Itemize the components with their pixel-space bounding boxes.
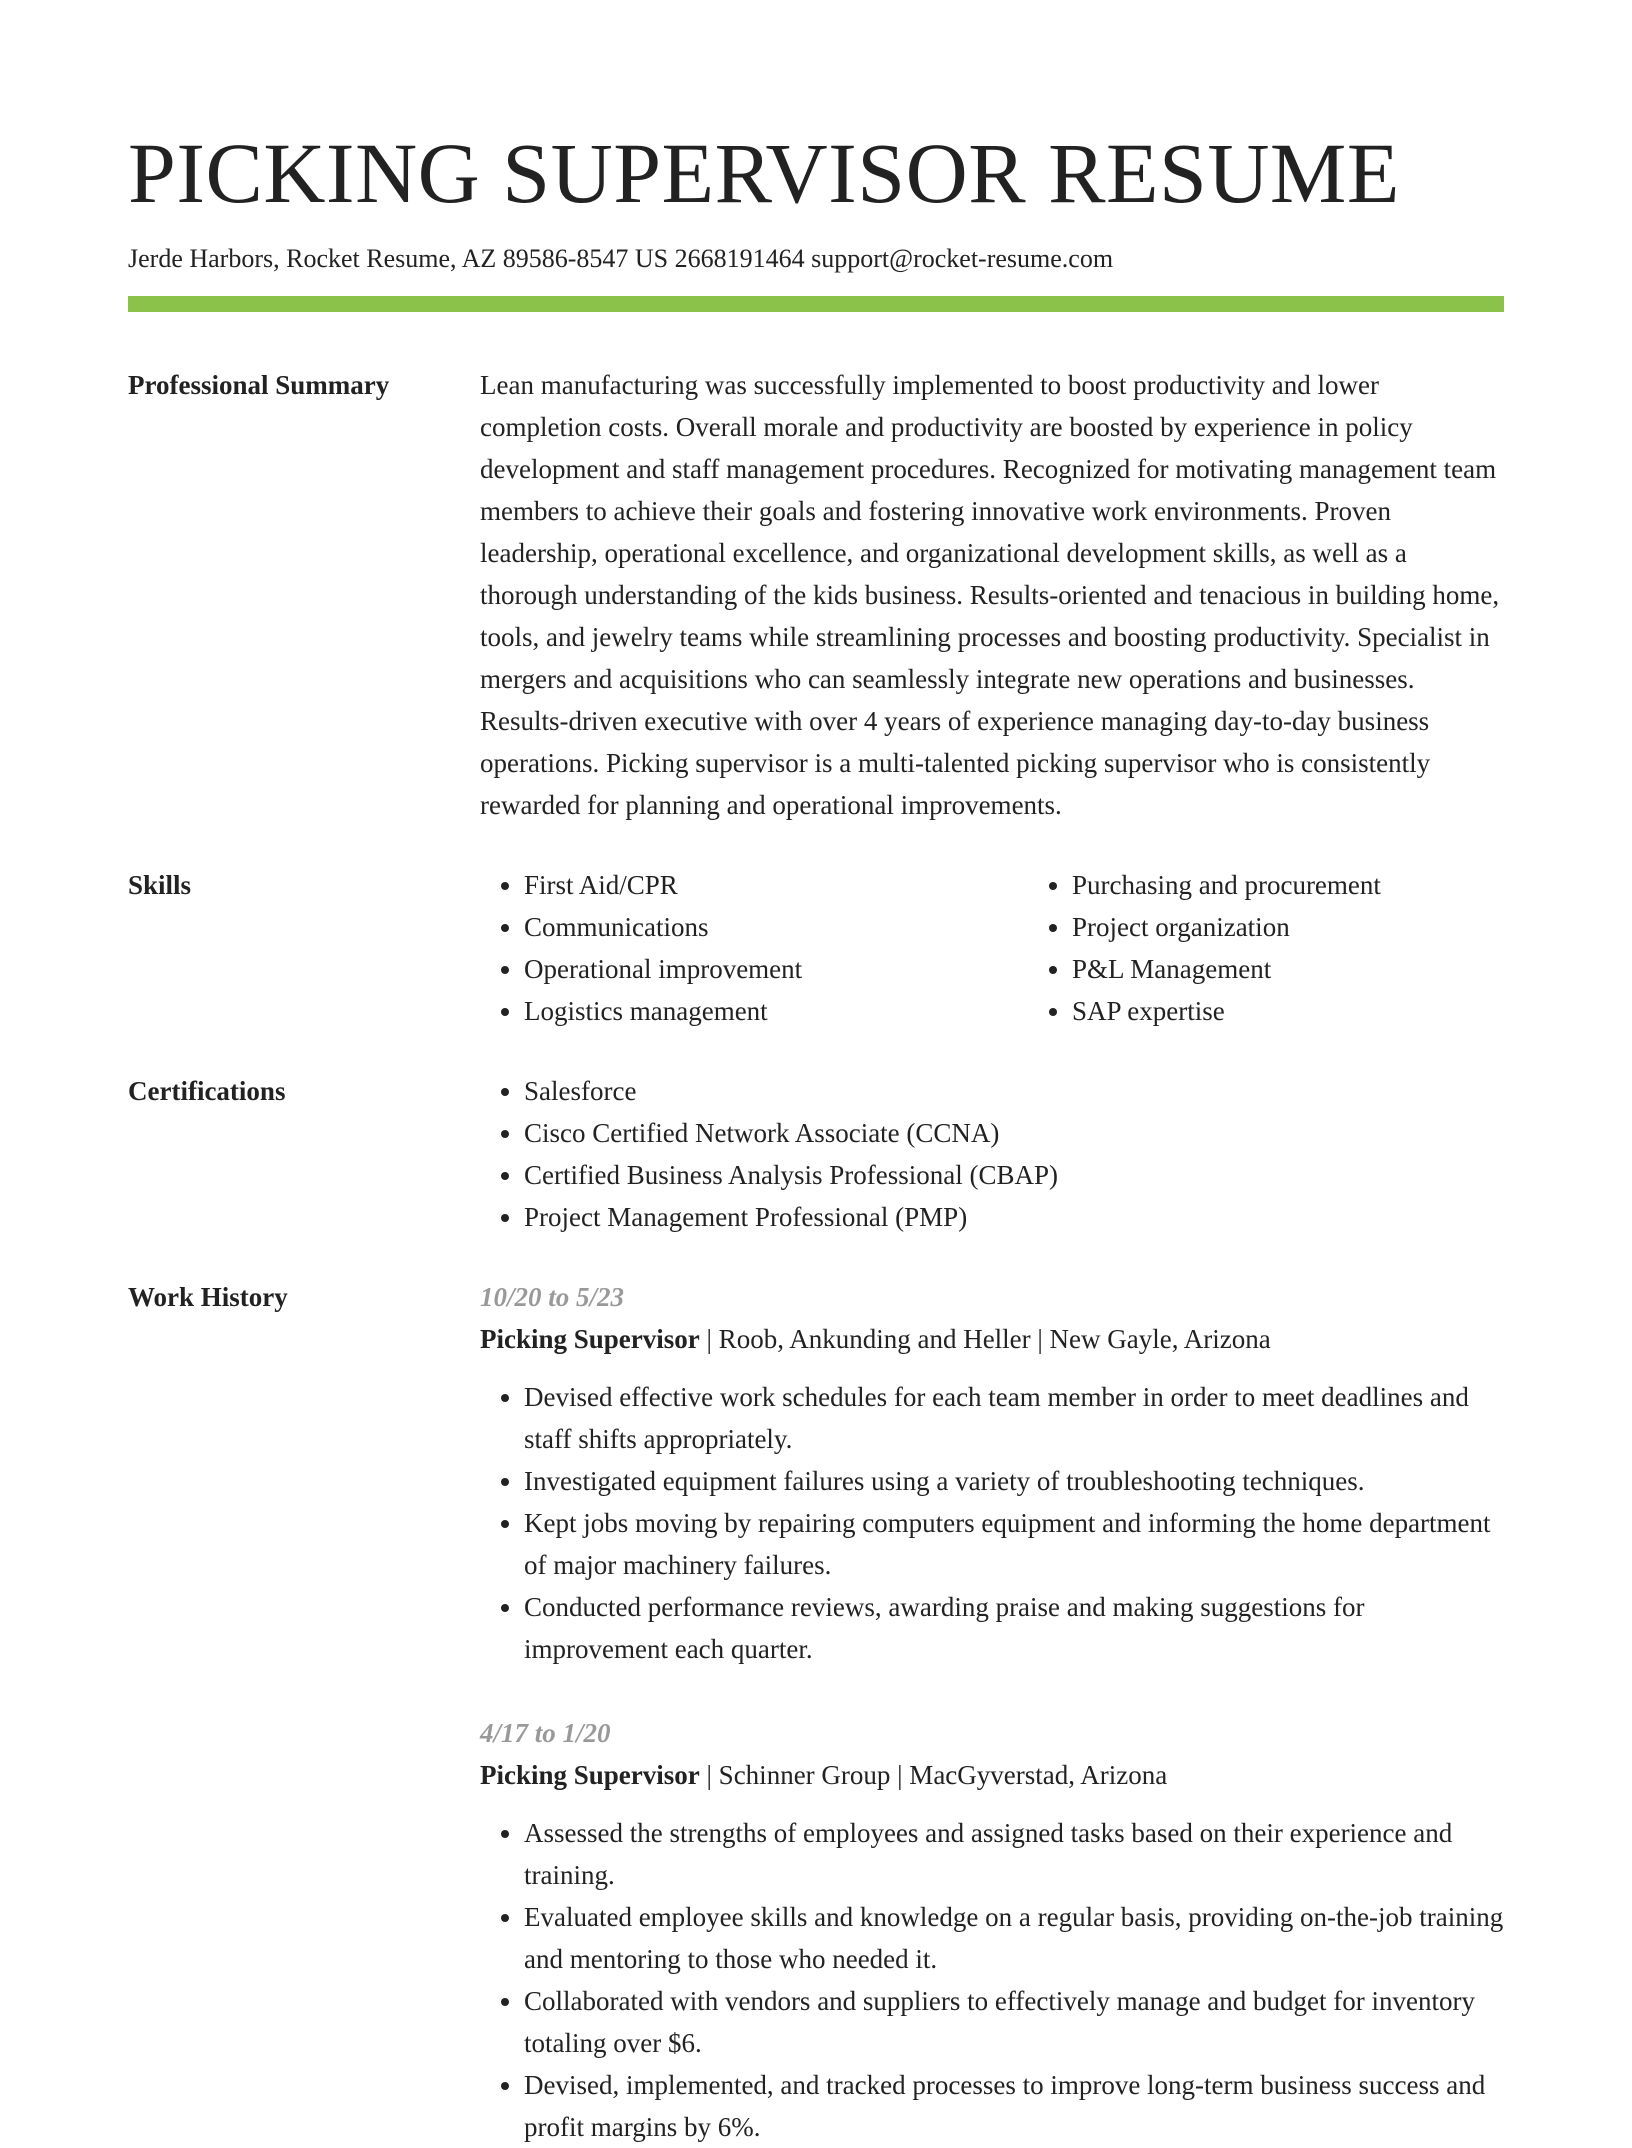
job-title: Picking Supervisor [480, 1759, 700, 1790]
job-dates: 10/20 to 5/23 [480, 1281, 625, 1312]
job-entry [480, 1712, 1504, 2148]
job-title: Picking Supervisor [480, 1323, 700, 1354]
summary-label: Professional Summary [128, 369, 390, 400]
resume-title: PICKING SUPERVISOR RESUME [128, 125, 1400, 221]
job-dates: 4/17 to 1/20 [480, 1717, 611, 1748]
contact-line: Jerde Harbors, Rocket Resume, AZ 89586-8547 US 2668191464 support@rocket-resume.com [128, 244, 1114, 273]
skills-label: Skills [128, 869, 192, 900]
job-bullet: • Devised effective work schedules for each team member in order to meet deadlines and staff shifts appropriately. [524, 1376, 1504, 1460]
certifications-label: Certifications [128, 1075, 286, 1106]
job-bullet: • Collaborated with vendors and suppliers to effectively manage and budget for inventory totaling over $6. [524, 1980, 1504, 2064]
skill-item: • Project organization [1072, 906, 1504, 948]
job-bullet: • Devised, implemented, and tracked processes to improve long-term business success and profit margins by 6%. [524, 2064, 1504, 2148]
skill-item: • Communications [524, 906, 1028, 948]
skills-section [128, 864, 1504, 1032]
job-entry [480, 1276, 1504, 1670]
skill-item: • SAP expertise [1072, 990, 1504, 1032]
skills-column-right [1028, 864, 1504, 1032]
work-history-section [128, 1276, 1504, 2148]
certification-item: • Salesforce [524, 1070, 1504, 1112]
skill-item: • First Aid/CPR [524, 864, 1028, 906]
job-employer-location: | Schinner Group | MacGyverstad, Arizona [699, 1759, 1168, 1790]
certification-item: • Project Management Professional (PMP) [524, 1196, 1504, 1238]
job-bullet: • Evaluated employee skills and knowledge on a regular basis, providing on-the-job training and mentoring to those who needed it. [524, 1896, 1504, 1980]
skill-item: • Logistics management [524, 990, 1028, 1032]
job-bullets [480, 1812, 1504, 2148]
job-bullets [480, 1376, 1504, 1670]
certification-item: • Cisco Certified Network Associate (CCNA) [524, 1112, 1504, 1154]
skill-item: • Purchasing and procurement [1072, 864, 1504, 906]
skill-item: • P&L Management [1072, 948, 1504, 990]
certification-item: • Certified Business Analysis Professional (CBAP) [524, 1154, 1504, 1196]
summary-text: Lean manufacturing was successfully implemented to boost productivity and lower completion costs. Overall morale and productivity are boosted by experience in policy development and staff management procedures. Recognized for motivating management team members to achieve their goals and fostering innovative work environments. Proven leadership, operational excellence, and organizational development skills, as well as a thorough understanding of the kids business. Results-oriented and tenacious in building home, tools, and jewelry teams while streamlining processes and boosting productivity. Specialist in mergers and acquisitions who can seamlessly integrate new operations and businesses. Results-driven executive with over 4 years of experience managing day-to-day business operations. Picking supervisor is a multi-talented picking supervisor who is consistently rewarded for planning and operational improvements. [480, 369, 1500, 820]
job-employer-location: | Roob, Ankunding and Heller | New Gayle, Arizona [699, 1323, 1271, 1354]
job-bullet: • Conducted performance reviews, awarding praise and making suggestions for improvement each quarter. [524, 1586, 1504, 1670]
summary-section [128, 364, 1504, 826]
work-history-label: Work History [128, 1281, 288, 1312]
accent-divider [128, 296, 1504, 312]
job-bullet: • Kept jobs moving by repairing computers equipment and informing the home department of major machinery failures. [524, 1502, 1504, 1586]
job-heading [480, 1318, 1504, 1360]
skills-column-left [480, 864, 1028, 1032]
certifications-section [128, 1070, 1504, 1238]
job-bullet: • Assessed the strengths of employees and assigned tasks based on their experience and training. [524, 1812, 1504, 1896]
job-heading [480, 1754, 1504, 1796]
certifications-list [480, 1070, 1504, 1238]
job-bullet: • Investigated equipment failures using a variety of troubleshooting techniques. [524, 1460, 1504, 1502]
skill-item: • Operational improvement [524, 948, 1028, 990]
